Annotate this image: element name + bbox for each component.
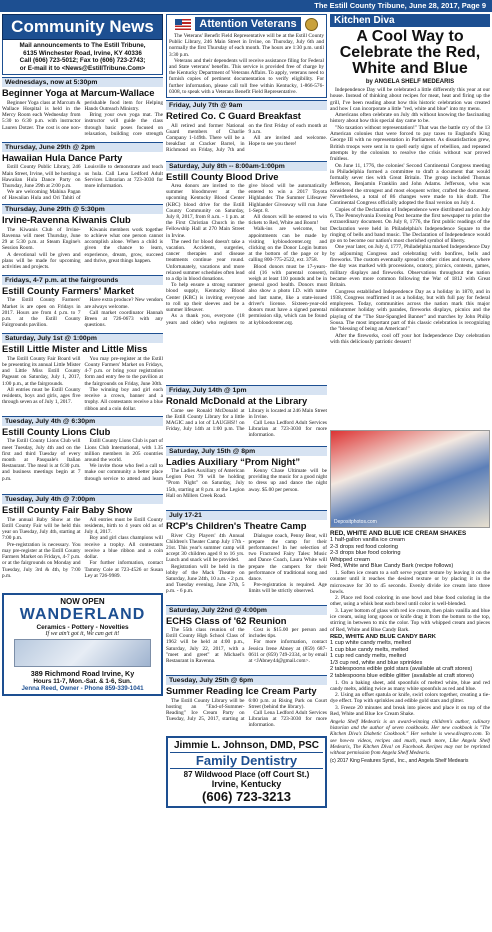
paragraph: Boy and girl class champions will receive a trophy. All contestants receive a blue ribbon and a coin dollar. [84, 535, 163, 561]
paragraph: Bring your own yoga mat. The instructor will guide the class through basic poses focused on relaxation, building core strength [84, 112, 163, 137]
recipe-step: 3. Layer bottom of glass with red ice cream, then plain vanilla and blue ice cream, using long spoon or knife drag it from the bottom to the top, stirring in between to mix the color. Top with whipped cream and pieces of Red, White and Blue Candy Bark. [330, 607, 490, 633]
event-body [2, 227, 163, 273]
community-events [2, 77, 163, 589]
veterans-title: Attention Veterans [195, 17, 300, 31]
event-title: Beginner Yoga at Marcum-Wallace [2, 87, 155, 99]
events-column [166, 14, 327, 930]
paragraph: Walk-ins are welcome, but appointments can be made by visiting kybloodcenter.org and clicking on the Donor Login button at the bottom of the page or by calling 800-775-2522, ext. 3758. [248, 226, 327, 264]
article-title: A Cool Way to Celebrate the Red, White and Blue [339, 28, 481, 77]
info-line: Call (606) 723-5012; Fax to (606) 723-2743; [19, 57, 146, 65]
recipe-steps [330, 570, 490, 633]
dentist-ad [166, 736, 327, 808]
event-date: Tuesday, July 4th @ 6:30pm [2, 416, 163, 426]
event-title: Summer Reading Ice Cream Party [166, 685, 317, 697]
ingredients-list [330, 537, 490, 570]
paragraph: Americans often celebrate on July 4th without knowing the fascinating history about how this special day came to be. [330, 112, 490, 125]
event-body [166, 183, 327, 383]
event-body [166, 408, 327, 444]
veterans-header [169, 17, 324, 31]
paragraph: Dialogue coach, Penny Bear, will prepare the camp for their performances! In her selection of two Fractured Fairy Tales: Music and Dance Coach, Laura White will prepare the campers for their performance of traditional song and dance. [248, 532, 327, 582]
veterans-notice [166, 14, 327, 98]
article-body [330, 87, 490, 427]
event-title: Irvine-Ravenna Kiwanis Club [2, 214, 131, 226]
paragraph: We invite those who feel a call to make our community a better place through service to attend and learn [84, 463, 163, 482]
event-date: Fridays, 4-7 p.m. at the fairgrounds [2, 275, 163, 285]
paragraph: The Ladies Auxiliary of American Legion Post 79 will be holding "Prom Night" on Saturday, July 15th, starting at 8 p.m. at the Legion Hall on Millers Creek Road. [166, 468, 245, 499]
wanderland-name: WANDERLAND [19, 605, 146, 623]
flag-icon [175, 19, 191, 30]
paragraph: Registration will be held in the lobby of the Mack Theatre on Saturday, June 24th, 10 a.m. - 2 p.m. and Tuesday evening, June 27th, 5 p.m. - 6 p.m. [166, 563, 245, 595]
dentist-city: Irvine, Kentucky [211, 778, 282, 789]
event-date: Thursday, June 29th @ 5:30pm [2, 204, 163, 214]
paragraph: We are welcoming Mahina Pagan of Hawaiian Hula and Ori Tahiti of Louisville to demonstrate and teach us hula. Call Lena Ledford Adult Services Librarian at 723-3030 for more information. [2, 164, 163, 202]
wanderland-address: 389 Richmond Road Irvine, Ky [30, 668, 135, 678]
paragraph: Kenny Chase Ultimate will be providing the music for a good night to dress up and dance the night away. $5.00 per person. [248, 468, 327, 493]
paragraph: Congress established Independence Day as a holiday in 1870, and in 1938, Congress reaffirmed it as a holiday, but with full pay for federal employees. Today, communities across the nation mark this major midsummer holiday with parades, fireworks displays, picnics and the playing of the "The Star-Spangled Banner" and marches by John Philip Sousa. The most important part of this classic celebration is recognizing the "blessing of being an American!" [330, 288, 490, 333]
paragraph: All retired and former National Guard members of Charlie Company 1-149th. There will be a breakfast at Cracker Barrel, in Richmond on Friday, July 7th and on the first Friday of each month at 9 a.m. [166, 122, 327, 154]
info-line: 6135 Winchester Road, Irvine, KY 40336 [23, 49, 142, 57]
paragraph: Call Lena Ledford Adult Services Librarian at 723-3030 for more information. [248, 419, 327, 439]
paragraph: One year later, on July 4, 1777, Philadelphia marked Independence Day by adjourning Congress and celebrating with bonfires, bells and fireworks. The custom eventually spread to other cities and towns, where the day was marked with processions, oratory, picnics, contests, games, military displays and fireworks. Observations throughout the nation became even more common following the War of 1812 with Great Britain. [330, 244, 490, 289]
event-date: Saturday, July 1st @ 1:00pm [2, 333, 163, 343]
paragraph: Call market coordinator Hannah Breen at 726-0673 with any questions. [84, 309, 163, 329]
paragraph: Call Lena Ledford Adult Services Librarian at 723-3030 for more information. [248, 709, 327, 729]
wanderland-tagline: Ceramics - Pottery - Novelties [36, 623, 129, 631]
event-title: Retired Co. C Guard Breakfast [166, 110, 301, 122]
community-news-column [2, 14, 163, 930]
paragraph: Come see Ronald McDonald at the Estill County Library for a little MAGIC and a lot of LAUGHS!! on Friday, July 14th at 1:00 p.m. The Library is located at 246 Main Street in Irvine. [166, 407, 327, 433]
community-news-info [2, 40, 163, 75]
paragraph: All entries must be Estill County residents, boys and girls, ages five through seven as of July 1, 2017. [2, 386, 81, 406]
ingredient: 2 tablespoons edible gold stars (available at craft stores) [330, 666, 473, 673]
recipe-step: 3. Freeze 20 minutes and break into pieces and place it on top of the Red, White and Blue Ice Cream Shake. [330, 704, 490, 717]
event-body [2, 438, 163, 492]
author-note: Angela Shelf Medearis is an award-winning children's author, culinary historian and the author of seven cookbooks. Her new cookbook is "The Kitchen Diva's Diabetic Cookbook." Her website is www.divapro.com. To see how-to videos, recipes and much, much more, Like Angela Shelf Medearis, The Kitchen Diva! on Facebook. Recipes may not be reprinted without permission from Angela Shelf Medearis. [330, 719, 490, 756]
paragraph: For further information, contact Tammy Cole at 723-4526 or Susan Ley at 726-9989. [84, 560, 163, 579]
event-date: Tuesday, July 25th @ 6pm [166, 675, 327, 685]
event-title: Estill County Blood Drive [166, 170, 279, 182]
paragraph: The Estill County Fair Board will be presenting its annual Little Mister and Little Miss Estill County Pageant on Saturday, July 1, 2017, 1:00 p.m., at the fairgrounds. [2, 355, 81, 387]
middle-events [166, 100, 327, 732]
paragraph: The Estill County Library will be hosting an "End-of-Summer-Reading" Ice Cream Party on Tuesday, July 25, 2017, starting at 6:00 p.m. at Rising Park on Court Street (behind the library). [166, 697, 327, 723]
paragraph: Copies of the Declaration of Independence were distributed and on July 6, The Pennsylvania Evening Post became the first newspaper to print the extraordinary document. On July 8, 1776, the first public readings of the Declaration were held in Philadelphia's Independence Square to the ringing of bells and band music. The Declaration of Independence would go on to become our nation's most cherished symbol of liberty. [330, 206, 490, 245]
paragraph: Have extra produce? New vendors are always welcome. [84, 297, 163, 310]
event-title: Ronald McDonald at the Library [166, 395, 308, 407]
paragraph: The need for blood doesn't take a vacation. Accidents, surgeries, cancer therapies and disease treatments continue year round. Unfortunately, vacations and more relaxed summer schedules often lead to a dip in blood donations. [166, 238, 245, 283]
paragraph: The Kiwanis Club of Irvine-Ravenna will meet Thursday, June 29 at 5:30 p.m. at Steam Engine's Session Room. [2, 226, 81, 252]
wanderland-hours: Hours 11-7, Mon.-Sat. & 1-6, Sun. [33, 677, 132, 685]
ingredient: 2-3 drops red food coloring [330, 543, 398, 550]
event-date: Wednesdays, now at 5:30pm [2, 77, 163, 87]
paragraph: Blood donors must be 17-years-old (16 with parental consent), weigh at least 110 pounds and be in general good health. Donors must also show a photo I.D. with name and last name, like a state-issued driver's license. Sixteen-year-old donors must have a signed parental permission slip, which can be found at kybloodcenter.org. [248, 263, 327, 326]
paragraph: Pre-registration is required. Age limits will be strictly observed. [248, 582, 327, 595]
ingredient: 1 cup red candy melts, melted [330, 653, 406, 660]
pottery-image [14, 639, 151, 667]
event-title: Hawaiian Hula Dance Party [2, 151, 123, 163]
paragraph: Veterans and their dependents will receive assistance filing for Federal and State veterans' benefits. This service is provided free of charge by the Kentucky Department of Veterans Affairs. To apply, veterans need to furnish copies of pertinent documentation to verify eligibility. For further information, please call toll free within Kentucky, 1-866-576-0308, to speak with a Veterans Benefit Field Representative. [169, 57, 324, 95]
event-body [2, 356, 163, 414]
paragraph: Estill County Public Library, 246 Main Street, Irvine, will be hosting a Hawaiian Hula Dance Party on Thursday, June 29th at 2:00 p.m. [2, 164, 81, 189]
event-title: Estill County Fair Baby Show [2, 504, 133, 516]
info-line: Mail announcements to The Estill Tribune, [19, 42, 146, 49]
kitchen-diva-column [330, 14, 490, 930]
paragraph: Estill County Lions Club is part of Lions Club International, with 1.35 million members in 205 countries around the world. [84, 438, 163, 463]
event-date: Tuesday, July 4th @ 7:00pm [2, 494, 163, 504]
dentist-practice: Family Dentistry [170, 752, 323, 769]
event-body [166, 533, 327, 603]
event-title: Estill Little Mister and Little Miss [2, 343, 148, 355]
ingredient: 1 cup blue candy melts, melted [330, 646, 409, 653]
event-date: Thursday, June 29th @ 2pm [2, 142, 163, 152]
veterans-body [169, 33, 324, 95]
event-body [2, 297, 163, 331]
event-body [2, 100, 163, 140]
ice-cream-shake-photo [330, 430, 490, 528]
ingredient: 1 cup white candy melts, melted [330, 639, 411, 646]
paragraph: All donors will be entered to win tickets to Red, White and Boom! [248, 214, 327, 227]
info-line: or E-mail it to <News@EstillTribune.Com> [19, 64, 146, 72]
wanderland-contact: Jenna Reed, Owner - Phone 859-339-1041 [21, 684, 144, 692]
paragraph: Beginner Yoga class at Marcum & Wallace Hospital is held in the Mercy Room each Wednesday from 5:30 to 6:30 p.m. with instructor Lauren Dotzer. The cost is one non-perishable food item for Helping Hands Outreach Ministry. [2, 99, 163, 131]
event-body [166, 627, 327, 673]
dentist-name: Jimmie L. Johnson, DMD, PSC [173, 739, 320, 751]
event-body [166, 468, 327, 508]
paragraph: The Estill County Farmers' Market is are open on Fridays in 2017. Hours are from 4 p.m. to 7 p.m. at the Estill County Fairgrounds pavilion. [2, 297, 81, 329]
event-title: Estill County Lions Club [2, 425, 111, 437]
bark-steps [330, 680, 490, 718]
event-title: Ladies Auxiliary “Prom Night” [166, 455, 301, 467]
ingredient: 2 tablespoons blue edible glitter (available at craft stores) [330, 672, 474, 679]
event-body [166, 698, 327, 732]
recipe-title: RED, WHITE AND BLUE ICE CREAM SHAKES [330, 530, 467, 537]
seal-icon [305, 18, 318, 31]
paragraph: Pre-registration is necessary. You may pre-register at the Estill County Farmers Market on Fridays, 4-7 p.m. or at the fairgrounds on Monday and Tuesday, July 3rd & 4th, by 7:00 p.m. [2, 541, 81, 579]
wanderland-ad [2, 593, 163, 696]
ingredient: Red, White and Blue Candy Bark (recipe follows) [330, 563, 454, 570]
event-date: Friday, July 7th @ 9am [166, 100, 327, 110]
event-date: Saturday, July 22nd @ 4:00pm [166, 605, 327, 615]
now-open-label: NOW OPEN [60, 596, 105, 606]
recipe-step: 1. On a baking sheet, add spoonfuls of melted white, blue and red candy melts, adding twice as many white spoonfuls as red and blue. [330, 679, 490, 692]
dentist-phone: (606) 723-3213 [202, 788, 291, 804]
recipe-step: 2. Place red food coloring in one bowl and blue food coloring in the other, using a whisk beat each bowl until color is well-blended. [330, 595, 490, 608]
event-body [2, 517, 163, 589]
kitchen-diva-header: Kitchen Diva [330, 14, 490, 27]
paragraph: All are invited and welcome. Hope to see you there! [248, 134, 327, 148]
paragraph: "No taxation without representation!" That was the battle cry of the 13 American colonies that were forced to pay taxes to England's King George III with no representation in Parliament. As dissatisfaction grew, British troops were sent in to quell early signs of rebellion, and repeated attempts by the colonists to resolve the crisis without war proved fruitless. [330, 124, 490, 163]
paragraph: The Veterans' Benefit Field Representative will be at the Estill County Public Library, 246 Main Street in Irvine, on Thursday, July 6th and normally the first Thursday of each month. The hours are 1:30 p.m. until 3:30 p.m. [169, 33, 324, 58]
event-body [2, 164, 163, 202]
paragraph: You may pre-register at the Estill County Farmers' Market on Fridays, 4-7 p.m. or bring your registration form and entry fee to the pavilion at the fairgrounds on Friday, June 30th. [84, 355, 163, 387]
page-header: The Estill County Tribune, June 28, 2017, Page 9 [0, 0, 492, 12]
paragraph: The annual Baby Show at the Estill County Fair will be held this year on Tuesday, July 4th, starting at 7:00 p.m. [2, 516, 81, 542]
article-byline: by ANGELA SHELF MEDEARIS [365, 79, 455, 85]
photo-credit: Depositphotos.com [334, 519, 377, 525]
event-date: Friday, July 14th @ 1pm [166, 385, 327, 395]
paragraph: Cost is $15.00 per person and includes tips. [248, 627, 327, 640]
event-date: July 17-21 [166, 510, 327, 520]
bark-title: RED, WHITE AND BLUE CANDY BARK [330, 633, 436, 640]
paragraph: After the fireworks, cool off your hot Independence Day celebration with this deliciously patriotic dessert! [330, 332, 490, 345]
recipe-step: 2. Using an offset spatula or knife, swirl colors together, creating a tie-dye effect. Top with sprinkles and edible gold stars and glitter. [330, 692, 490, 705]
paragraph: As a thank you, everyone (18 years and older) who registers to give blood will be automatically entered to win a 2017 Toyota Highlander. The Summer Lifesaver Highlander Giveaway will run June 1-Sept. 8. [166, 183, 327, 326]
paragraph: River City Players' 4th Annual Children's Theater Camp July 17th - 21st. This year's summer camp will accept 30 children aged 8 to 16 yrs. Lunch and snack will be provided. [166, 532, 245, 564]
paragraph: The Estill County Lions Club will meet Tuesday, July 4th and on the first and third Tuesday of every month at Pasquale's Italian Restaurant. The meal is at 6:30 p.m. and business meetings begin at 7 p.m. [2, 438, 81, 482]
paragraph: To help ensure a strong summer blood supply, Kentucky Blood Center (KBC) is inviting everyone to roll up their sleeves and be a summer lifesaver. [166, 282, 245, 314]
paragraph: A devotional will be given and plans will be made for upcoming activities and projects. [2, 251, 81, 271]
ingredient: 2-3 drops blue food coloring [330, 550, 401, 557]
event-body [166, 123, 327, 159]
event-title: Estill County Farmers' Market [2, 284, 134, 296]
event-date: Saturday, July 8th -- 8:00am-1:00pm [166, 161, 327, 171]
paragraph: All entries must be Estill County residents, birth to 4 years old as of July 4, 2017. [84, 516, 163, 536]
bark-ingredients-list [330, 640, 490, 680]
event-title: ECHS Class of '62 Reunion [166, 614, 287, 626]
ingredient: 1/3 cup red, white and blue sprinkles [330, 659, 423, 666]
ingredient: Whipped cream [330, 556, 370, 563]
wanderland-slogan: If we ain't got it, We can get it! [45, 630, 120, 637]
paragraph: Kiwanis members work together to achieve what one person cannot accomplish alone. When a child is given the chance to learn, experience, dream, grow, succeed and thrive, great things happen. [84, 226, 163, 264]
paragraph: The 55th class reunion of the Estill County High School Class of 1962 will be held at 4:00 p.m., Saturday, July 22, 2017, with a "meet and greet" at Michael's Restaurant in Ravenna. [166, 627, 245, 665]
paragraph: Area donors are invited to the summer bloodmover at the upcoming Kentucky Blood Center (KBC) blood drive for the Estill County Community on Saturday, July 8, 2017, from 8 a.m. - 1 p.m. at the First Christian Church in the Fellowship Hall at 270 Main Street in Irvine. [166, 183, 245, 239]
event-title: RCP's Children's Theatre Camp [166, 520, 307, 532]
paragraph: For more information, contact Jessica Irene Abney at (859) 687-0611 or (859) 749-2334, or by email at <JAbney44@gmail.com>. [248, 639, 327, 665]
copyright: (c) 2017 King Features Synd., Inc., and Angela Shelf Medearis [330, 757, 469, 764]
paragraph: The winning boy and girl each receive a crown, banner and a trophy. All contestants receive a blue ribbon and a coin dollar. [84, 386, 163, 412]
paragraph: Independence Day will be celebrated a little differently this year at our house. Instead of thinking about recipes for meat, heat and firing up the grill, I've been reading about how this historic celebration was created and how I can incorporate a little "red, white and blue" into my menu. [330, 87, 490, 112]
event-date: Saturday, July 15th @ 8pm [166, 446, 327, 456]
dentist-address: 87 Wildwood Place (off Court St.) [183, 769, 310, 779]
recipe-step: 1. Soften ice cream to a soft serve yogurt texture by leaving it on the counter until it reaches the desired texture or by placing it in the microwave for 30 to 45 seconds. Evenly divide ice cream into three bowls. [330, 569, 490, 595]
paragraph: On June 11, 1776, the colonies' Second Continental Congress meeting in Philadelphia formed a committee to draft a document that would formally sever ties with Great Britain. The group included Thomas Jefferson, Benjamin Franklin and John Adams. Jefferson, who was considered the strongest and most eloquent writer, crafted the document. Nevertheless, a total of 86 changes were made to his draft. The Continental Congress officially adopted the final version on July 4. [330, 162, 490, 207]
community-news-banner: Community News [2, 14, 163, 40]
ingredient: 1 half-gallon vanilla ice cream [330, 537, 405, 543]
